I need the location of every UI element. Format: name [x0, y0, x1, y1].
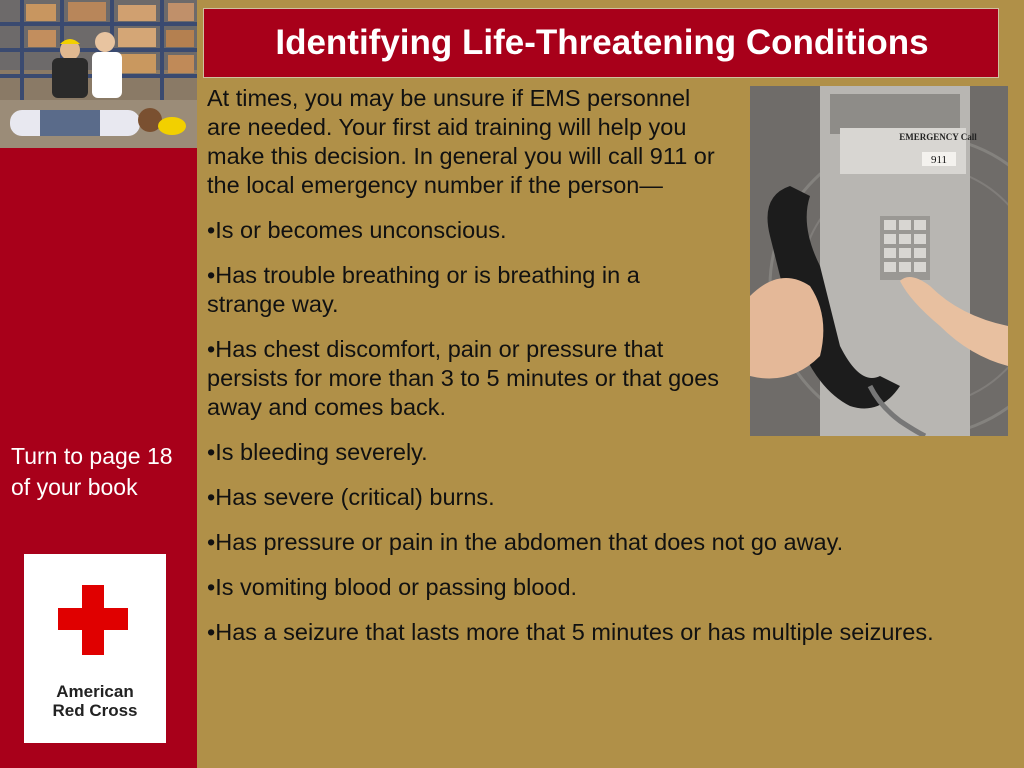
list-item: •Has severe (critical) burns. [207, 484, 495, 510]
red-cross-logo [24, 554, 166, 743]
image-spacer [722, 84, 997, 434]
first-aid-photo [0, 0, 197, 148]
list-item: •Is bleeding severely. [207, 439, 428, 465]
sidebar [0, 0, 197, 768]
emergency-sign-number: 911 [930, 154, 948, 166]
list-item: •Has chest discomfort, pain or pressure that persists for more than 3 to 5 minutes or that goes away and comes back. [207, 336, 720, 420]
list-item: •Has trouble breathing or is breathing in a strange way. [207, 262, 640, 317]
first-aid-scene-illustration [0, 0, 197, 148]
title-bar [203, 8, 999, 78]
emergency-sign-label: EMERGENCY Call [899, 132, 977, 142]
logo-text: American Red Cross [52, 682, 138, 720]
intro-paragraph: At times, you may be unsure if EMS personnel are needed. Your first aid training will help you make this decision. In general you will call 911 or the local emergency number if the person— [207, 85, 715, 198]
list-item: •Has pressure or pain in the abdomen that does not go away. [207, 529, 844, 555]
list-item: •Is vomiting blood or passing blood. [207, 574, 578, 600]
turn-to-page-note: Turn to page 18 of your book [11, 443, 173, 500]
slide-body [207, 84, 997, 663]
red-cross-icon-bar [58, 608, 128, 630]
list-item: •Is or becomes unconscious. [207, 217, 507, 243]
list-item: •Has a seizure that lasts more that 5 minutes or has multiple seizures. [207, 619, 934, 645]
page-title: Identifying Life-Threatening Conditions [275, 23, 929, 62]
